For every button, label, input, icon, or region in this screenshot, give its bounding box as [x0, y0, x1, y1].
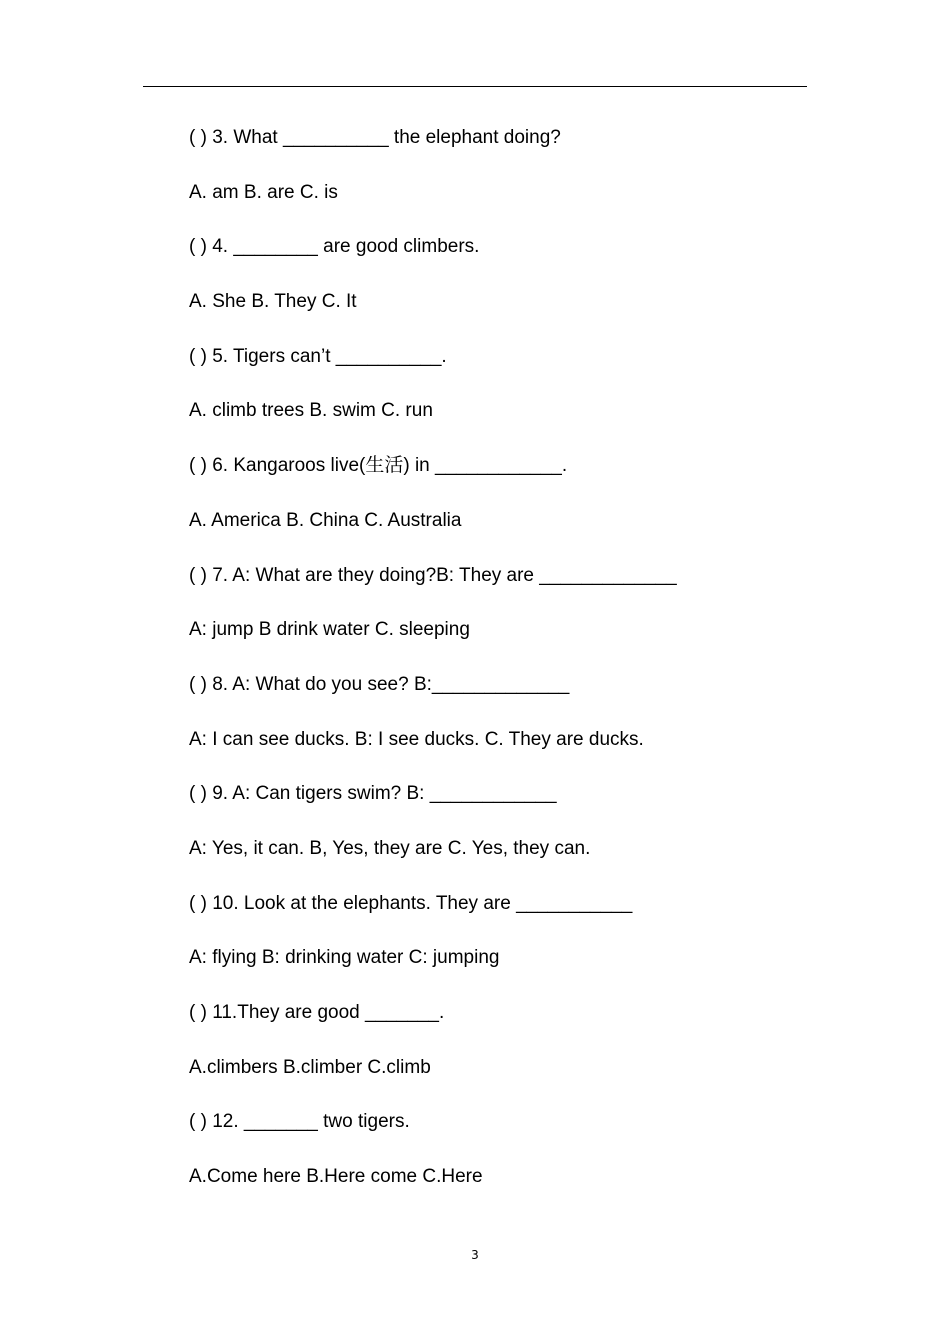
question-9: ( ) 9. A: Can tigers swim? B: ____________ [189, 783, 557, 805]
page-number: 3 [471, 1248, 479, 1262]
question-8-options: A: I can see ducks. B: I see ducks. C. They are ducks. [189, 728, 644, 750]
question-9-options: A: Yes, it can. B, Yes, they are C. Yes, they can. [189, 837, 591, 859]
question-12-options: A.Come here B.Here come C.Here [189, 1166, 483, 1188]
question-10-options: A: flying B: drinking water C: jumping [189, 947, 500, 969]
question-list [189, 124, 829, 1218]
question-5-options: A. climb trees B. swim C. run [189, 400, 433, 422]
question-4-options: A. She B. They C. It [189, 291, 357, 313]
question-10: ( ) 10. Look at the elephants. They are ___________ [189, 892, 633, 914]
question-3-options: A. am B. are C. is [189, 181, 338, 203]
question-11: ( ) 11.They are good _______. [189, 1002, 445, 1023]
question-5: ( ) 5. Tigers can’t __________. [189, 345, 447, 367]
header-rule [143, 86, 807, 87]
question-3: ( ) 3. What __________ the elephant doing? [189, 127, 561, 148]
question-6: ( ) 6. Kangaroos live(生活) in ____________. [189, 455, 568, 477]
question-7-options: A: jump B drink water C. sleeping [189, 619, 470, 641]
question-7: ( ) 7. A: What are they doing?B: They are _____________ [189, 564, 677, 586]
question-4: ( ) 4. ________ are good climbers. [189, 236, 480, 258]
question-11-options: A.climbers B.climber C.climb [189, 1056, 431, 1078]
question-6-options: A. America B. China C. Australia [189, 509, 462, 531]
question-8: ( ) 8. A: What do you see? B:_____________ [189, 673, 570, 695]
question-12: ( ) 12. _______ two tigers. [189, 1111, 410, 1133]
